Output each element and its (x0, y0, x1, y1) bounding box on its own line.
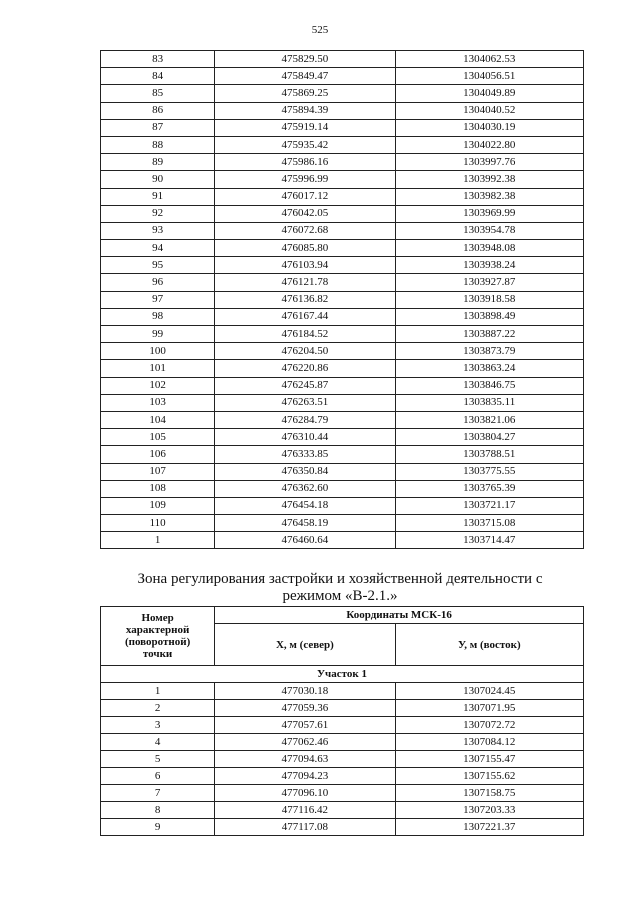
y-coordinate-cell: 1303948.08 (395, 240, 583, 257)
x-coordinate-cell: 476284.79 (215, 411, 395, 428)
x-coordinate-cell: 475829.50 (215, 51, 395, 68)
point-number-cell: 90 (101, 171, 215, 188)
x-coordinate-cell: 476458.19 (215, 515, 395, 532)
y-coordinate-cell: 1303804.27 (395, 429, 583, 446)
zone-coordinates-table (100, 606, 584, 836)
section-row (101, 666, 584, 683)
point-number-cell: 5 (101, 751, 215, 768)
point-number-cell: 8 (101, 802, 215, 819)
table-row (101, 480, 584, 497)
table-row (101, 326, 584, 343)
y-coordinate-cell: 1303715.08 (395, 515, 583, 532)
y-coordinate-cell: 1304049.89 (395, 85, 583, 102)
point-number-cell: 2 (101, 700, 215, 717)
x-coordinate-cell: 476454.18 (215, 497, 395, 514)
table-row (101, 240, 584, 257)
x-coordinate-cell: 476460.64 (215, 532, 395, 549)
x-coordinate-cell: 477094.63 (215, 751, 395, 768)
y-coordinate-cell: 1304030.19 (395, 119, 583, 136)
y-coordinate-cell: 1307072.72 (395, 717, 583, 734)
table-row (101, 446, 584, 463)
table-row (101, 274, 584, 291)
point-number-cell: 104 (101, 411, 215, 428)
table-row (101, 222, 584, 239)
y-coordinate-cell: 1303887.22 (395, 326, 583, 343)
point-number-cell: 108 (101, 480, 215, 497)
table-row (101, 785, 584, 802)
table-row (101, 360, 584, 377)
y-coordinate-cell: 1307203.33 (395, 802, 583, 819)
table-row (101, 119, 584, 136)
y-coordinate-cell: 1303992.38 (395, 171, 583, 188)
x-coordinate-cell: 476103.94 (215, 257, 395, 274)
x-coordinate-cell: 476245.87 (215, 377, 395, 394)
y-coordinate-cell: 1307155.62 (395, 768, 583, 785)
point-number-cell: 91 (101, 188, 215, 205)
point-number-cell: 100 (101, 343, 215, 360)
table-row (101, 154, 584, 171)
y-coordinate-cell: 1307221.37 (395, 819, 583, 836)
point-number-cell: 6 (101, 768, 215, 785)
table-row (101, 257, 584, 274)
x-coordinate-cell: 476136.82 (215, 291, 395, 308)
y-coordinate-cell: 1307024.45 (395, 683, 583, 700)
point-number-cell: 101 (101, 360, 215, 377)
table-row (101, 171, 584, 188)
x-coordinate-cell: 476017.12 (215, 188, 395, 205)
table-row (101, 377, 584, 394)
y-coordinate-cell: 1307071.95 (395, 700, 583, 717)
x-coordinate-cell: 477059.36 (215, 700, 395, 717)
table-row (101, 394, 584, 411)
y-coordinate-cell: 1303954.78 (395, 222, 583, 239)
x-coordinate-cell: 475986.16 (215, 154, 395, 171)
point-number-cell: 95 (101, 257, 215, 274)
point-number-cell: 98 (101, 308, 215, 325)
y-coordinate-cell: 1303927.87 (395, 274, 583, 291)
x-coordinate-cell: 475869.25 (215, 85, 395, 102)
point-number-cell: 1 (101, 683, 215, 700)
x-coordinate-cell: 477094.23 (215, 768, 395, 785)
table-row (101, 68, 584, 85)
x-coordinate-cell: 477062.46 (215, 734, 395, 751)
point-number-cell: 3 (101, 717, 215, 734)
point-number-cell: 97 (101, 291, 215, 308)
table-row (101, 515, 584, 532)
point-number-cell: 7 (101, 785, 215, 802)
point-number-cell: 88 (101, 136, 215, 153)
x-coordinate-cell: 475935.42 (215, 136, 395, 153)
table-row (101, 751, 584, 768)
x-coordinate-cell: 476072.68 (215, 222, 395, 239)
point-number-cell: 93 (101, 222, 215, 239)
page-number: 525 (311, 24, 329, 36)
table-row (101, 768, 584, 785)
point-number-cell: 87 (101, 119, 215, 136)
x-coordinate-cell: 475919.14 (215, 119, 395, 136)
table-row (101, 85, 584, 102)
point-number-cell: 109 (101, 497, 215, 514)
y-coordinate-cell: 1307158.75 (395, 785, 583, 802)
table-row (101, 205, 584, 222)
y-coordinate-cell: 1303835.11 (395, 394, 583, 411)
header-point-number: Номер характерной (поворотной) точки (101, 607, 215, 666)
zone-title-line-1: Зона регулирования застройки и хозяйственной деятельности с (137, 571, 543, 587)
x-coordinate-cell: 476167.44 (215, 308, 395, 325)
table-row (101, 532, 584, 549)
x-coordinate-cell: 477030.18 (215, 683, 395, 700)
table-row (101, 136, 584, 153)
point-number-cell: 86 (101, 102, 215, 119)
table-row (101, 700, 584, 717)
x-coordinate-cell: 476263.51 (215, 394, 395, 411)
x-coordinate-cell: 477117.08 (215, 819, 395, 836)
y-coordinate-cell: 1303873.79 (395, 343, 583, 360)
y-coordinate-cell: 1303788.51 (395, 446, 583, 463)
x-coordinate-cell: 475849.47 (215, 68, 395, 85)
x-coordinate-cell: 476042.05 (215, 205, 395, 222)
x-coordinate-cell: 477057.61 (215, 717, 395, 734)
table-row (101, 291, 584, 308)
y-coordinate-cell: 1303775.55 (395, 463, 583, 480)
x-coordinate-cell: 476362.60 (215, 480, 395, 497)
table-row (101, 802, 584, 819)
y-coordinate-cell: 1304062.53 (395, 51, 583, 68)
y-coordinate-cell: 1303721.17 (395, 497, 583, 514)
zone-title (130, 571, 550, 605)
y-coordinate-cell: 1307155.47 (395, 751, 583, 768)
x-coordinate-cell: 476220.86 (215, 360, 395, 377)
table-row (101, 343, 584, 360)
table-row (101, 683, 584, 700)
zone-title-line-2: режимом «В-2.1.» (282, 588, 398, 604)
point-number-cell: 102 (101, 377, 215, 394)
coordinates-table-continued (100, 50, 584, 549)
x-coordinate-cell: 476121.78 (215, 274, 395, 291)
point-number-cell: 103 (101, 394, 215, 411)
table-row (101, 308, 584, 325)
point-number-cell: 99 (101, 326, 215, 343)
point-number-cell: 105 (101, 429, 215, 446)
x-coordinate-cell: 476333.85 (215, 446, 395, 463)
point-number-cell: 84 (101, 68, 215, 85)
y-coordinate-cell: 1303863.24 (395, 360, 583, 377)
x-coordinate-cell: 477116.42 (215, 802, 395, 819)
point-number-cell: 92 (101, 205, 215, 222)
x-coordinate-cell: 476204.50 (215, 343, 395, 360)
x-coordinate-cell: 476310.44 (215, 429, 395, 446)
y-coordinate-cell: 1303969.99 (395, 205, 583, 222)
table-row (101, 463, 584, 480)
y-coordinate-cell: 1304056.51 (395, 68, 583, 85)
header-coordinates: Координаты МСК-16 (215, 607, 584, 624)
y-coordinate-cell: 1303714.47 (395, 532, 583, 549)
table-row (101, 819, 584, 836)
x-coordinate-cell: 476184.52 (215, 326, 395, 343)
y-coordinate-cell: 1304022.80 (395, 136, 583, 153)
point-number-cell: 106 (101, 446, 215, 463)
y-coordinate-cell: 1303898.49 (395, 308, 583, 325)
point-number-cell: 83 (101, 51, 215, 68)
y-coordinate-cell: 1307084.12 (395, 734, 583, 751)
point-number-cell: 4 (101, 734, 215, 751)
point-number-cell: 89 (101, 154, 215, 171)
table-row (101, 102, 584, 119)
point-number-cell: 107 (101, 463, 215, 480)
point-number-cell: 94 (101, 240, 215, 257)
point-number-cell: 9 (101, 819, 215, 836)
y-coordinate-cell: 1303982.38 (395, 188, 583, 205)
y-coordinate-cell: 1303821.06 (395, 411, 583, 428)
table-row (101, 497, 584, 514)
x-coordinate-cell: 475894.39 (215, 102, 395, 119)
table-row (101, 411, 584, 428)
header-x: Х, м (север) (215, 624, 395, 666)
table-row (101, 51, 584, 68)
table-row (101, 188, 584, 205)
table-row (101, 734, 584, 751)
x-coordinate-cell: 475996.99 (215, 171, 395, 188)
point-number-cell: 96 (101, 274, 215, 291)
section-label: Участок 1 (101, 666, 584, 683)
x-coordinate-cell: 476350.84 (215, 463, 395, 480)
y-coordinate-cell: 1303997.76 (395, 154, 583, 171)
point-number-cell: 85 (101, 85, 215, 102)
table-row (101, 429, 584, 446)
x-coordinate-cell: 477096.10 (215, 785, 395, 802)
y-coordinate-cell: 1303846.75 (395, 377, 583, 394)
y-coordinate-cell: 1303765.39 (395, 480, 583, 497)
table-row (101, 717, 584, 734)
header-y: У, м (восток) (395, 624, 583, 666)
y-coordinate-cell: 1303938.24 (395, 257, 583, 274)
y-coordinate-cell: 1303918.58 (395, 291, 583, 308)
y-coordinate-cell: 1304040.52 (395, 102, 583, 119)
point-number-cell: 110 (101, 515, 215, 532)
point-number-cell: 1 (101, 532, 215, 549)
x-coordinate-cell: 476085.80 (215, 240, 395, 257)
